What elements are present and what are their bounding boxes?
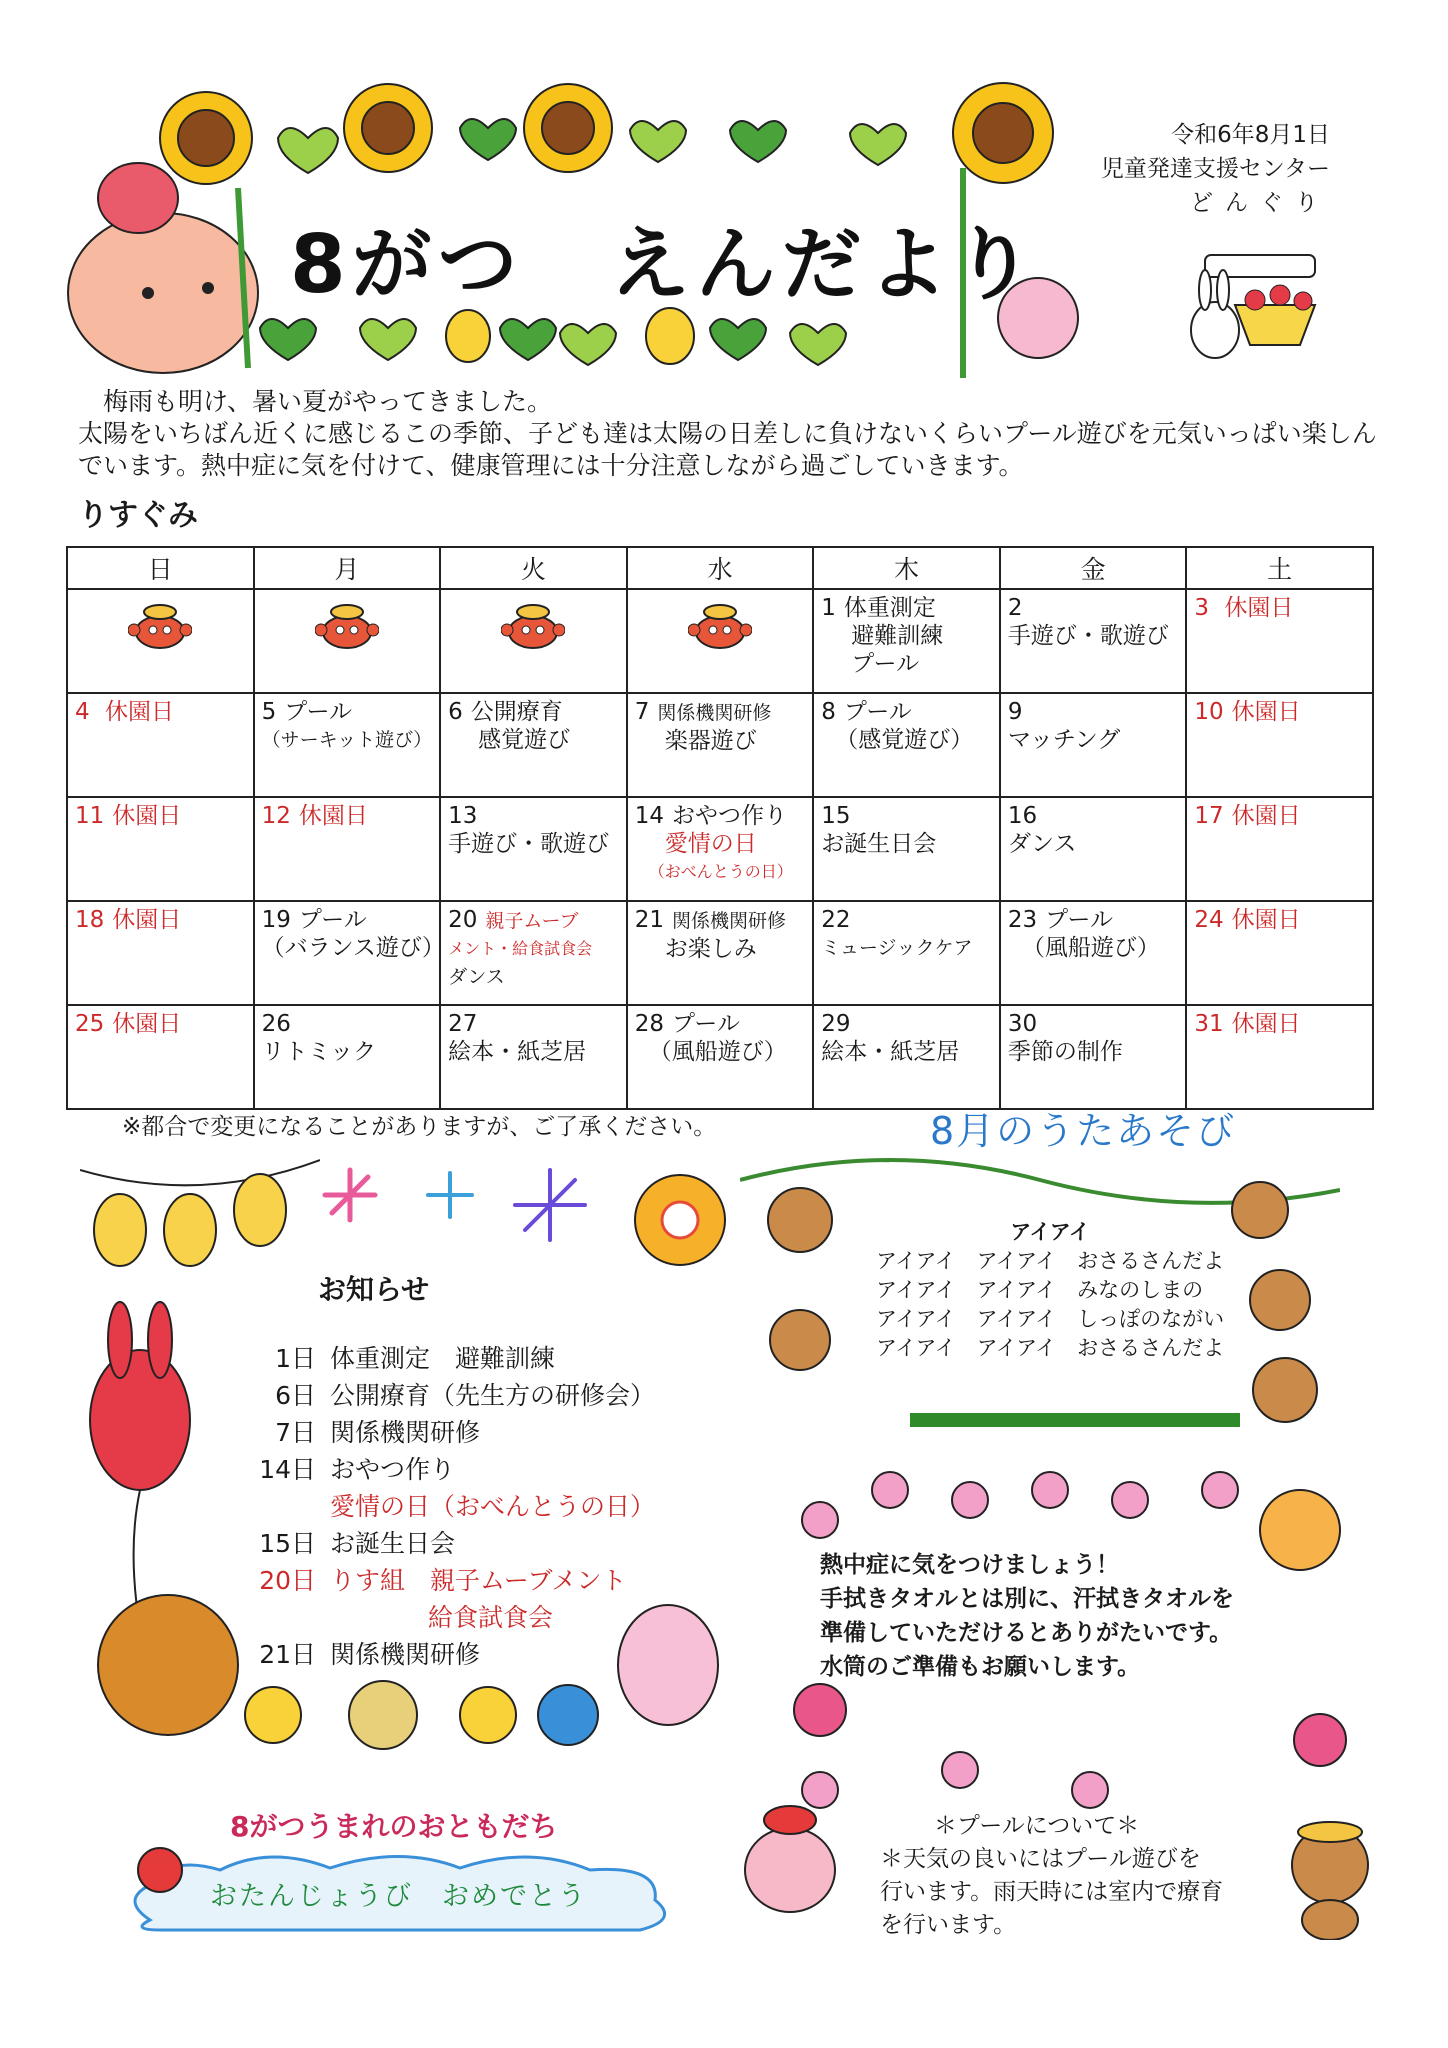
- notice-text: 給食試食会: [428, 1603, 554, 1632]
- day-event: 絵本・紙芝居: [821, 1039, 960, 1065]
- day-event: プール: [671, 1011, 740, 1037]
- day-number: 18: [75, 907, 105, 933]
- day-number: 26: [261, 1011, 291, 1037]
- day-number: 15: [821, 803, 851, 829]
- notice-day: 7日: [275, 1418, 316, 1447]
- day-event: ダンス: [448, 966, 505, 988]
- holiday-label: 休園日: [104, 699, 174, 725]
- day-number: 4: [75, 699, 90, 725]
- day-number: 29: [821, 1011, 851, 1037]
- issuer-info: [1101, 118, 1330, 220]
- pool-notice: [880, 1810, 1223, 1942]
- holiday-label: 休園日: [298, 803, 368, 829]
- day-number: 5: [261, 699, 277, 725]
- day-event: プール: [843, 699, 912, 725]
- notice-text: おやつ作り: [330, 1455, 456, 1484]
- weekday-header: 木: [813, 547, 1000, 589]
- intro-message: [78, 386, 1378, 482]
- day-event: プール: [851, 651, 920, 677]
- notice-item: [242, 1340, 655, 1377]
- sunflower-icon: [953, 83, 1053, 183]
- notice-item: [242, 1377, 655, 1414]
- day-number: 31: [1194, 1011, 1224, 1037]
- character-icon: [68, 163, 258, 373]
- song-heading: 8月のうたあそび: [930, 1109, 1237, 1153]
- pool-line: 行います。雨天時には室内で療育: [880, 1879, 1224, 1905]
- calendar-empty-cell: [627, 589, 814, 693]
- calendar-day-cell: [254, 1005, 441, 1109]
- crab-icon: [315, 600, 379, 652]
- day-number: 19: [261, 907, 291, 933]
- calendar-day-cell: [627, 1005, 814, 1109]
- day-event: 愛情の日: [664, 831, 757, 857]
- notice-text: 関係機関研修: [330, 1640, 481, 1669]
- change-notice: ※都合で変更になることがありますが、ご了承ください。: [122, 1114, 717, 1140]
- day-number: 3: [1194, 595, 1210, 621]
- day-event: お楽しみ: [664, 936, 757, 962]
- calendar-day-cell: [1000, 589, 1187, 693]
- heart-leaf-icon: [260, 319, 846, 365]
- day-event: 楽器遊び: [664, 728, 757, 754]
- day-event: リトミック: [261, 1039, 377, 1065]
- day-number: 12: [261, 803, 291, 829]
- day-number: 9: [1007, 699, 1023, 725]
- holiday-label: 休園日: [1231, 699, 1301, 725]
- calendar-day-cell: [254, 693, 441, 797]
- calendar-header-row: [67, 547, 1373, 589]
- sunflower-icon: [344, 84, 432, 172]
- calendar-day-cell: [440, 901, 627, 1005]
- calendar-holiday-cell: [1186, 589, 1373, 693]
- day-number: 28: [634, 1011, 664, 1037]
- day-event: おやつ作り: [671, 803, 787, 829]
- calendar-day-cell: [440, 797, 627, 901]
- calendar-day-cell: [1000, 1005, 1187, 1109]
- calendar-day-cell: [440, 1005, 627, 1109]
- song-title: アイアイ: [1010, 1220, 1090, 1244]
- heat-notice: [820, 1548, 1234, 1684]
- day-number: 10: [1194, 699, 1224, 725]
- day-number: 13: [448, 803, 478, 829]
- weekday-header: 月: [254, 547, 441, 589]
- crab-icon: [688, 600, 752, 652]
- day-event: ダンス: [1007, 831, 1077, 857]
- day-event: （感覚遊び）: [835, 727, 974, 753]
- song-lyrics: [876, 1218, 1224, 1363]
- calendar-day-cell: [1000, 797, 1187, 901]
- calendar-table: [66, 546, 1374, 1110]
- day-event: マッチング: [1007, 727, 1121, 753]
- day-event: 公開療育: [470, 699, 563, 725]
- issue-date: 令和6年8月1日: [1171, 122, 1330, 148]
- day-number: 21: [634, 907, 664, 933]
- notice-item: [242, 1451, 655, 1488]
- notice-day: 20日: [259, 1566, 316, 1595]
- notice-text: りす組 親子ムーブメント: [330, 1566, 627, 1595]
- calendar-holiday-cell: [67, 693, 254, 797]
- calendar-day-cell: [813, 693, 1000, 797]
- heat-line: 水筒のご準備もお願いします。: [820, 1654, 1141, 1680]
- day-event: 関係機関研修: [657, 702, 772, 724]
- day-number: 6: [448, 699, 463, 725]
- calendar-holiday-cell: [1186, 1005, 1373, 1109]
- day-number: 14: [634, 803, 664, 829]
- calendar-day-cell: [813, 1005, 1000, 1109]
- holiday-label: 休園日: [112, 907, 182, 933]
- day-number: 30: [1007, 1011, 1038, 1037]
- center-name: どんぐり: [1190, 190, 1330, 216]
- day-event: （おべんとうの日）: [648, 862, 793, 881]
- day-number: 16: [1007, 803, 1038, 829]
- bear-pool-icon: [735, 1800, 845, 1920]
- notice-text: 愛情の日（おべんとうの日）: [330, 1492, 656, 1521]
- birthday-message: おたんじょうび おめでとう: [210, 1881, 587, 1912]
- calendar-empty-cell: [67, 589, 254, 693]
- day-event: 関係機関研修: [671, 910, 786, 932]
- heat-line: 手拭きタオルとは別に、汗拭きタオルを: [820, 1586, 1234, 1612]
- notice-day: 1日: [275, 1344, 316, 1373]
- heat-line: 熱中症に気をつけましょう！: [820, 1552, 1119, 1578]
- day-event: （風船遊び）: [1021, 935, 1160, 961]
- calendar-day-cell: [1000, 901, 1187, 1005]
- calendar-holiday-cell: [1186, 693, 1373, 797]
- song-line: アイアイ アイアイ おさるさんだよ: [876, 1249, 1225, 1273]
- calendar-holiday-cell: [67, 1005, 254, 1109]
- notice-text: 体重測定 避難訓練: [330, 1344, 556, 1373]
- notice-day: 21日: [259, 1640, 316, 1669]
- page-title: 8がつ えんだより: [290, 218, 1040, 311]
- pool-title: ＊プールについて＊: [933, 1813, 1140, 1839]
- calendar-week: [67, 693, 1373, 797]
- holiday-label: 休園日: [1224, 595, 1294, 621]
- notice-day: 14日: [259, 1455, 316, 1484]
- holiday-label: 休園日: [112, 1011, 182, 1037]
- day-event: ミュージックケア: [821, 937, 973, 959]
- lantern-icon: [80, 1150, 320, 1290]
- day-number: 11: [75, 803, 105, 829]
- organization: 児童発達支援センター: [1100, 156, 1330, 182]
- sunflower-icon: [524, 84, 612, 172]
- calendar-day-cell: [627, 797, 814, 901]
- notice-item: [242, 1488, 655, 1525]
- day-event: （風船遊び）: [648, 1039, 787, 1065]
- day-number: 7: [634, 699, 650, 725]
- calendar-week: [67, 797, 1373, 901]
- calendar-week: [67, 589, 1373, 693]
- notice-item: [242, 1414, 655, 1451]
- day-event: （バランス遊び）: [261, 935, 445, 961]
- notice-day: 15日: [259, 1529, 316, 1558]
- class-name: りすぐみ: [78, 498, 198, 533]
- notice-day: [242, 1488, 316, 1525]
- calendar-day-cell: [813, 901, 1000, 1005]
- weekday-header: 水: [627, 547, 814, 589]
- calendar-day-cell: [254, 901, 445, 1005]
- day-event: 手遊び・歌遊び: [1007, 623, 1169, 649]
- calendar-holiday-cell: [1186, 797, 1373, 901]
- day-event: 体重測定: [843, 595, 936, 621]
- birthday-heading: 8がつうまれのおともだち: [230, 1810, 558, 1843]
- day-number: 2: [1007, 595, 1023, 621]
- day-number: 1: [821, 595, 836, 621]
- day-number: 8: [821, 699, 836, 725]
- day-event: お誕生日会: [821, 831, 937, 857]
- day-event: 季節の制作: [1007, 1039, 1123, 1065]
- notice-heading: お知らせ: [318, 1273, 430, 1306]
- calendar-day-cell: [627, 901, 814, 1005]
- notice-text: 公開療育（先生方の研修会）: [330, 1381, 656, 1410]
- birthday-cake-icon: [1175, 245, 1325, 375]
- weekday-header: 土: [1186, 547, 1373, 589]
- pool-line: を行います。: [880, 1912, 1017, 1938]
- intro-line: 太陽をいちばん近くに感じるこの季節、子ども達は太陽の日差しに負けないくらいプール遊びを元気いっぱい楽しんでいます。熱中症に気を付けて、健康管理には十分注意しながら過ごしていきます。: [78, 419, 1377, 480]
- firework-icon: [320, 1165, 740, 1275]
- holiday-label: 休園日: [112, 803, 182, 829]
- song-line: アイアイ アイアイ しっぽのながい: [876, 1307, 1225, 1331]
- day-event: 絵本・紙芝居: [448, 1039, 587, 1065]
- day-event: メント・給食試食会: [448, 939, 593, 958]
- weekday-header: 金: [1000, 547, 1187, 589]
- notice-text: 関係機関研修: [330, 1418, 481, 1447]
- day-event: プール: [284, 699, 353, 725]
- holiday-label: 休園日: [1231, 1011, 1301, 1037]
- calendar-day-cell: [627, 693, 814, 797]
- day-event: 親子ムーブ: [485, 910, 579, 932]
- intro-line: 梅雨も明け、暑い夏がやってきました。: [103, 387, 553, 416]
- calendar-day-cell: [813, 589, 1000, 693]
- day-number: 20: [448, 907, 478, 933]
- pool-line: ＊天気の良いにはプール遊びを: [880, 1846, 1201, 1872]
- calendar-empty-cell: [254, 589, 441, 693]
- crab-icon: [128, 600, 192, 652]
- song-line: アイアイ アイアイ おさるさんだよ: [876, 1336, 1225, 1360]
- day-event: プール: [1045, 907, 1113, 933]
- calendar-day-cell: [813, 797, 1000, 901]
- song-line: アイアイ アイアイ みなのしまの: [876, 1278, 1204, 1302]
- day-number: 22: [821, 907, 851, 933]
- notice-day: 6日: [275, 1381, 316, 1410]
- day-number: 17: [1194, 803, 1224, 829]
- day-event: （サーキット遊び）: [261, 729, 433, 751]
- calendar-holiday-cell: [67, 901, 254, 1005]
- calendar-holiday-cell: [67, 797, 254, 901]
- day-number: 24: [1194, 907, 1224, 933]
- notice-text: お誕生日会: [330, 1529, 456, 1558]
- calendar-holiday-cell: [254, 797, 441, 901]
- calendar-week: [67, 1005, 1373, 1109]
- calendar-week: [67, 901, 1373, 1005]
- calendar-holiday-cell: [1186, 901, 1373, 1005]
- day-event: 手遊び・歌遊び: [448, 831, 610, 857]
- holiday-label: 休園日: [1231, 907, 1301, 933]
- calendar-empty-cell: [440, 589, 627, 693]
- monkey-icon: [1275, 1820, 1385, 1940]
- day-event: 避難訓練: [851, 623, 944, 649]
- crab-icon: [501, 600, 565, 652]
- holiday-label: 休園日: [1231, 803, 1301, 829]
- heat-line: 準備していただけるとありがたいです。: [820, 1620, 1233, 1646]
- sunflower-icon: [160, 92, 252, 184]
- day-number: 27: [448, 1011, 478, 1037]
- day-number: 25: [75, 1011, 105, 1037]
- day-event: プール: [298, 907, 367, 933]
- weekday-header: 火: [440, 547, 627, 589]
- calendar-day-cell: [1000, 693, 1187, 797]
- day-number: 23: [1007, 907, 1038, 933]
- notice-item: [242, 1525, 655, 1562]
- day-event: 感覚遊び: [478, 727, 571, 753]
- weekday-header: 日: [67, 547, 254, 589]
- calendar-day-cell: [440, 693, 627, 797]
- characters-illustration: [88, 1575, 728, 1765]
